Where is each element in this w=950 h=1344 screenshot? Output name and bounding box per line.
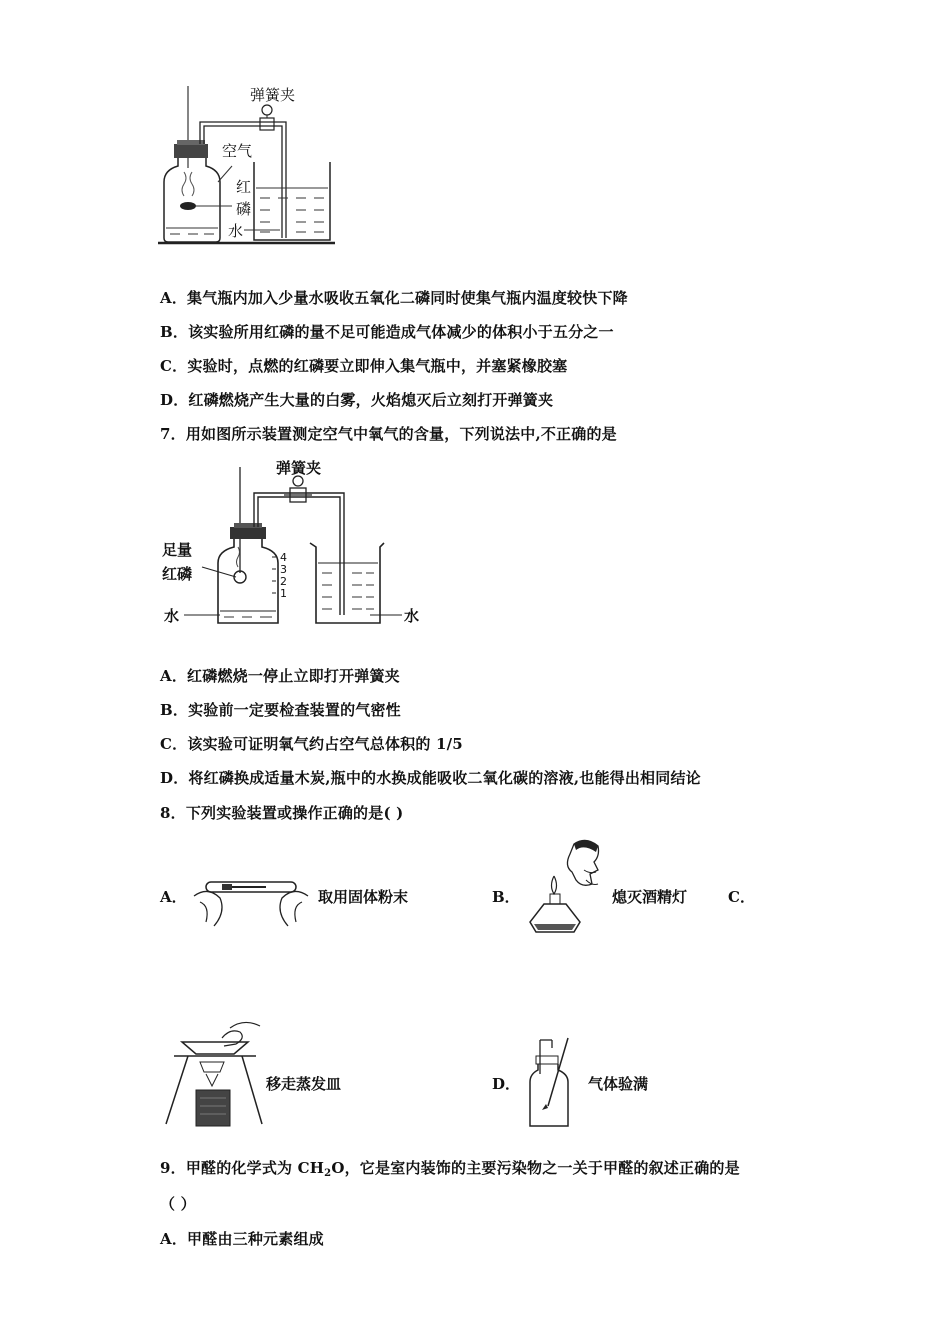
q6-option-a: A．集气瓶内加入少量水吸收五氧化二磷同时使集气瓶内温度较快下降 (160, 289, 628, 307)
phosphorus-label-2: 红磷 (162, 565, 193, 583)
scale-4: 4 (280, 551, 287, 564)
q8-c-text: 移走蒸发皿 (266, 1075, 342, 1093)
figure-alcohol-lamp (524, 836, 610, 940)
water-label-left: 水 (164, 607, 180, 625)
q9-answer-paren: （ ） (160, 1195, 196, 1213)
figure-evaporating-dish (160, 1018, 268, 1130)
figure-apparatus-2 (158, 455, 428, 635)
clamp-label: 弹簧夹 (250, 86, 296, 104)
phosphorus-label: 红磷 (236, 178, 252, 218)
phosphorus-amount-label: 足量 (162, 541, 193, 559)
q8-c-letter: C． (728, 888, 755, 906)
figure-powder (186, 866, 316, 936)
q9-stem-suffix: O，它是室内装饰的主要污染物之一关于甲醛的叙述正确的是 (331, 1159, 740, 1177)
figure-gas-bottle (526, 1034, 582, 1130)
q6-option-b: B．该实验所用红磷的量不足可能造成气体减少的体积小于五分之一 (160, 323, 614, 341)
q9-option-a: A．甲醛由三种元素组成 (160, 1230, 324, 1248)
scale-2: 2 (280, 575, 287, 588)
q8-d-text: 气体验满 (588, 1075, 649, 1093)
q8-a-text: 取用固体粉末 (318, 888, 409, 906)
q8-b-text: 熄灭酒精灯 (612, 888, 688, 906)
q8-b-letter: B． (492, 888, 520, 906)
figure-apparatus-1 (150, 78, 350, 248)
q8-stem: 8．下列实验装置或操作正确的是( ) (160, 804, 404, 822)
water-label-right: 水 (404, 607, 420, 625)
q6-option-c: C．实验时，点燃的红磷要立即伸入集气瓶中，并塞紧橡胶塞 (160, 357, 568, 375)
q8-d-letter: D． (492, 1075, 521, 1093)
q7-option-a: A．红磷燃烧一停止立即打开弹簧夹 (160, 667, 400, 685)
q6-option-d: D．红磷燃烧产生大量的白雾，火焰熄灭后立刻打开弹簧夹 (160, 391, 554, 409)
water-label: 水 (228, 222, 244, 240)
q7-option-d: D．将红磷换成适量木炭,瓶中的水换成能吸收二氧化碳的溶液,也能得出相同结论 (160, 769, 701, 787)
q9-stem-prefix: 9．甲醛的化学式为 CH (160, 1159, 325, 1177)
q7-option-b: B．实验前一定要检查装置的气密性 (160, 701, 401, 719)
scale-3: 3 (280, 563, 287, 576)
q8-a-letter: A． (160, 888, 187, 906)
air-label: 空气 (222, 142, 253, 160)
q7-option-c: C．该实验可证明氧气约占空气总体积的 1/5 (160, 735, 463, 753)
q9-stem-subscript: 2 (324, 1168, 332, 1179)
scale-1: 1 (280, 587, 287, 600)
q9-stem (160, 1157, 740, 1179)
q7-stem: 7．用如图所示装置测定空气中氧气的含量，下列说法中,不正确的是 (160, 425, 617, 443)
clamp-label-2: 弹簧夹 (276, 459, 322, 477)
